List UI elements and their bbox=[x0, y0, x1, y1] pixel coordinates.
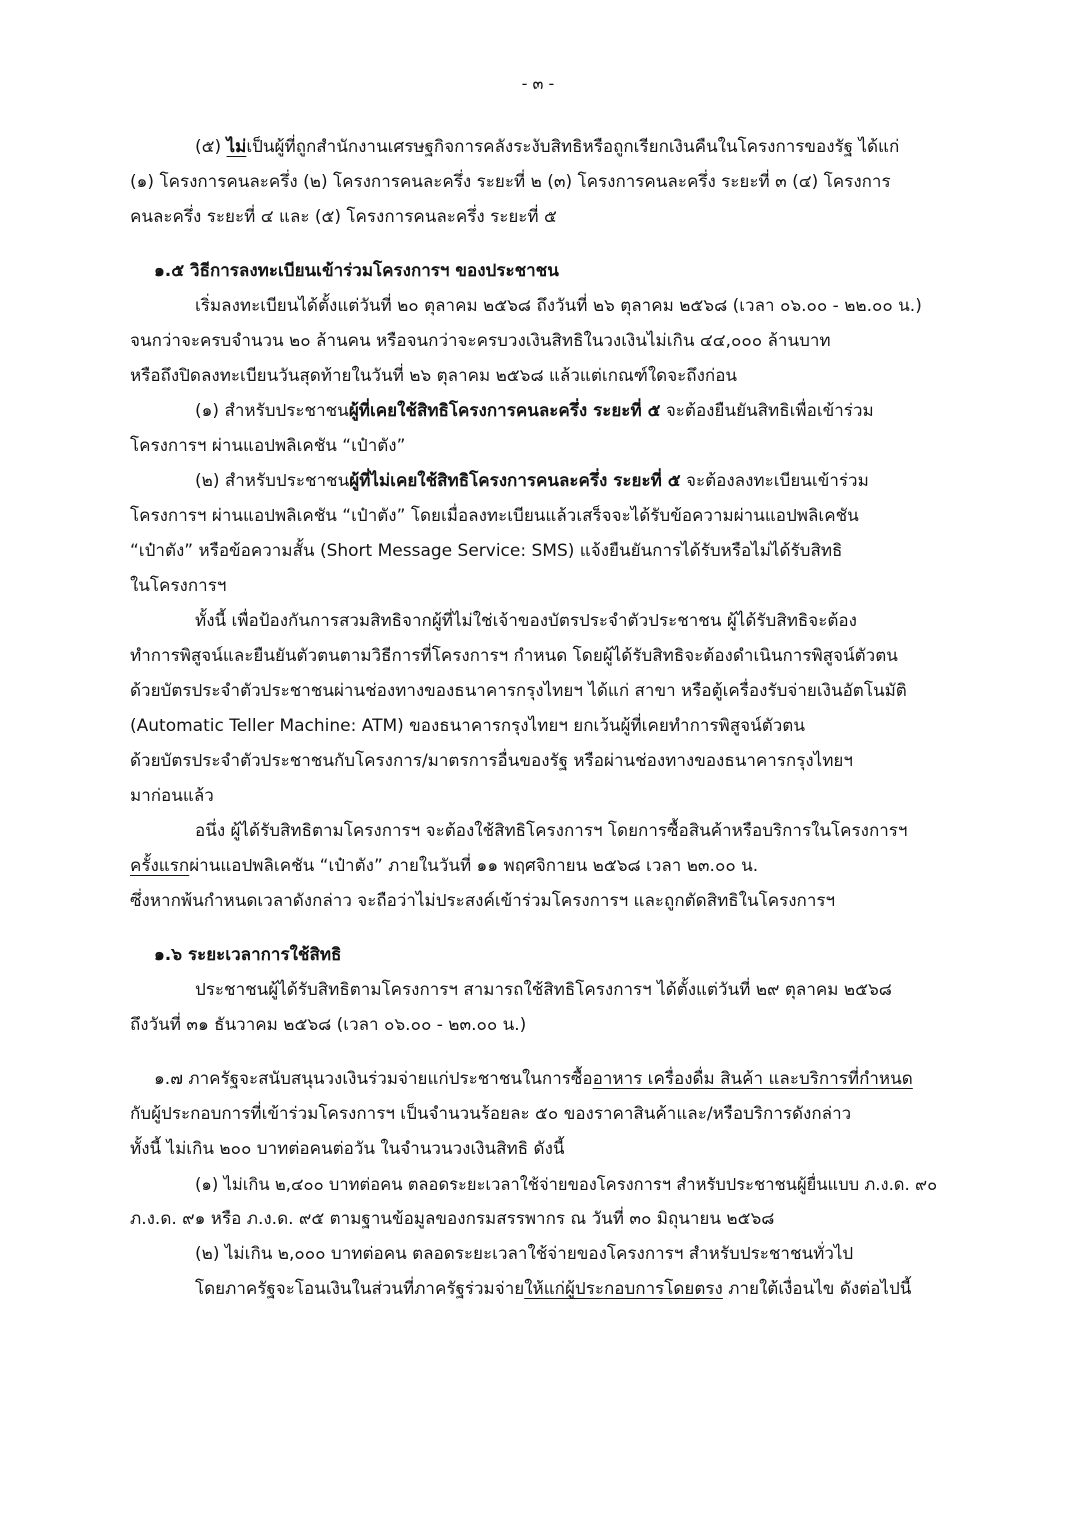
text-line: ด้วยบัตรประจำตัวประชาชนกับโครงการ/มาตรการอื่นของรัฐ หรือผ่านช่องทางของธนาคารกรุงไทยฯ bbox=[130, 751, 853, 771]
bold-text: ผู้ที่ไม่เคยใช้สิทธิโครงการคนละครึ่ง ระยะที่ ๕ bbox=[349, 471, 681, 491]
text-line: มาก่อนแล้ว bbox=[130, 786, 214, 806]
text-line: (๑) โครงการคนละครึ่ง (๒) โครงการคนละครึ่ง ระยะที่ ๒ (๓) โครงการคนละครึ่ง ระยะที่ ๓ (๔) โครงการ bbox=[130, 172, 891, 192]
registration-period-paragraph bbox=[130, 289, 946, 394]
text-fragment: ภายใต้เงื่อนไข ดังต่อไปนี้ bbox=[722, 1279, 912, 1299]
identity-verification-paragraph bbox=[130, 604, 946, 814]
text-fragment: (๒) สำหรับประชาชน bbox=[195, 471, 350, 491]
item-number: (๕) bbox=[195, 137, 227, 157]
page-number: - ๓ - bbox=[521, 74, 555, 93]
limit-item-1 bbox=[130, 1167, 946, 1237]
text-line: ถึงวันที่ ๓๑ ธันวาคม ๒๕๖๘ (เวลา ๐๖.๐๐ - ๒๓.๐๐ น.) bbox=[130, 1015, 527, 1035]
text-line bbox=[130, 1062, 946, 1097]
text-line bbox=[130, 1272, 946, 1307]
text-line: โครงการฯ ผ่านแอปพลิเคชัน “เป๋าตัง” bbox=[130, 436, 406, 456]
underlined-text: อาหาร เครื่องดื่ม สินค้า และบริการที่กำหนด bbox=[592, 1069, 913, 1089]
text-line: ซึ่งหากพ้นกำหนดเวลาดังกล่าว จะถือว่าไม่ประสงค์เข้าร่วมโครงการฯ และถูกตัดสิทธิในโครงการฯ bbox=[130, 891, 836, 911]
first-use-deadline-paragraph bbox=[130, 814, 946, 919]
text-fragment: ๑.๗ ภาครัฐจะสนับสนุนวงเงินร่วมจ่ายแก่ประชาชนในการซื้อ bbox=[154, 1069, 593, 1089]
text-line: “เป๋าตัง” หรือข้อความสั้น (Short Message Service: SMS) แจ้งยืนยันการได้รับหรือไม่ได้รับสิทธิ bbox=[130, 541, 843, 561]
text-line bbox=[130, 394, 946, 429]
usage-period-paragraph bbox=[130, 973, 946, 1043]
bold-text: ผู้ที่เคยใช้สิทธิโครงการคนละครึ่ง ระยะที่ ๕ bbox=[348, 401, 661, 421]
text-line: (๑) ไม่เกิน ๒,๔๐๐ บาทต่อคน ตลอดระยะเวลาใช้จ่ายของโครงการฯ สำหรับประชาชนผู้ยื่นแบบ ภ.ง.ด. ๙๐ bbox=[195, 1175, 938, 1194]
text-line bbox=[130, 464, 946, 499]
text-line: เริ่มลงทะเบียนได้ตั้งแต่วันที่ ๒๐ ตุลาคม ๒๕๖๘ ถึงวันที่ ๒๖ ตุลาคม ๒๕๖๘ (เวลา ๐๖.๐๐ - ๒๒.๐๐ น.) bbox=[195, 296, 922, 316]
emphasis-text: ไม่ bbox=[226, 137, 247, 157]
item-1-existing-users bbox=[130, 394, 946, 464]
underlined-text: ให้แก่ผู้ประกอบการโดยตรง bbox=[524, 1279, 723, 1299]
section-heading-1-6: ๑.๖ ระยะเวลาการใช้สิทธิ bbox=[154, 945, 342, 965]
text-line: ทั้งนี้ เพื่อป้องกันการสวมสิทธิจากผู้ที่ไม่ใช่เจ้าของบัตรประจำตัวประชาชน ผู้ได้รับสิทธิจะต้อง bbox=[195, 611, 857, 631]
text-line: ภ.ง.ด. ๙๑ หรือ ภ.ง.ด. ๙๕ ตามฐานข้อมูลของกรมสรรพากร ณ วันที่ ๓๐ มิถุนายน ๒๕๖๘ bbox=[130, 1209, 775, 1229]
text-line: ประชาชนผู้ได้รับสิทธิตามโครงการฯ สามารถใช้สิทธิโครงการฯ ได้ตั้งแต่วันที่ ๒๙ ตุลาคม ๒๕๖๘ bbox=[195, 980, 892, 1000]
text-fragment: โดยภาครัฐจะโอนเงินในส่วนที่ภาครัฐร่วมจ่าย bbox=[195, 1279, 525, 1299]
text-line: โครงการฯ ผ่านแอปพลิเคชัน “เป๋าตัง” โดยเมื่อลงทะเบียนแล้วเสร็จจะได้รับข้อความผ่านแอปพลิเคชัน bbox=[130, 506, 859, 526]
text-line bbox=[130, 130, 946, 165]
document-body bbox=[130, 130, 946, 1307]
section-heading-1-5: ๑.๕ วิธีการลงทะเบียนเข้าร่วมโครงการฯ ของประชาชน bbox=[154, 261, 559, 281]
text-line: จนกว่าจะครบจำนวน ๒๐ ล้านคน หรือจนกว่าจะครบวงเงินสิทธิในวงเงินไม่เกิน ๔๔,๐๐๐ ล้านบาท bbox=[130, 331, 831, 351]
section-1-7-paragraph bbox=[130, 1062, 946, 1167]
text-line bbox=[130, 849, 946, 884]
text-line: กับผู้ประกอบการที่เข้าร่วมโครงการฯ เป็นจำนวนร้อยละ ๕๐ ของราคาสินค้าและ/หรือบริการดังกล่าว bbox=[130, 1104, 852, 1124]
underlined-text: ครั้งแรก bbox=[130, 856, 190, 876]
text-line: หรือถึงปิดลงทะเบียนวันสุดท้ายในวันที่ ๒๖ ตุลาคม ๒๕๖๘ แล้วแต่เกณฑ์ใดจะถึงก่อน bbox=[130, 366, 738, 386]
text-fragment: (๑) สำหรับประชาชน bbox=[195, 401, 349, 421]
text-fragment: เป็นผู้ที่ถูกสำนักงานเศรษฐกิจการคลังระงับสิทธิหรือถูกเรียกเงินคืนในโครงการของรัฐ ได้แก่ bbox=[246, 137, 900, 157]
text-fragment: จะต้องยืนยันสิทธิเพื่อเข้าร่วม bbox=[660, 401, 874, 421]
item-2-new-users bbox=[130, 464, 946, 604]
text-line: ทั้งนี้ ไม่เกิน ๒๐๐ บาทต่อคนต่อวัน ในจำนวนวงเงินสิทธิ ดังนี้ bbox=[130, 1139, 565, 1159]
item-5-paragraph bbox=[130, 130, 946, 235]
text-line: (๒) ไม่เกิน ๒,๐๐๐ บาทต่อคน ตลอดระยะเวลาใช้จ่ายของโครงการฯ สำหรับประชาชนทั่วไป bbox=[195, 1244, 854, 1264]
text-line: (Automatic Teller Machine: ATM) ของธนาคารกรุงไทยฯ ยกเว้นผู้ที่เคยทำการพิสูจน์ตัวตน bbox=[130, 716, 805, 736]
limit-item-2 bbox=[130, 1237, 946, 1307]
text-line: ด้วยบัตรประจำตัวประชาชนผ่านช่องทางของธนาคารกรุงไทยฯ ได้แก่ สาขา หรือตู้เครื่องรับจ่ายเงินอัตโนมัติ bbox=[130, 681, 907, 701]
text-line: ในโครงการฯ bbox=[130, 576, 227, 596]
text-fragment: ผ่านแอปพลิเคชัน “เป๋าตัง” ภายในวันที่ ๑๑ พฤศจิกายน ๒๕๖๘ เวลา ๒๓.๐๐ น. bbox=[189, 856, 759, 876]
text-line: อนึ่ง ผู้ได้รับสิทธิตามโครงการฯ จะต้องใช้สิทธิโครงการฯ โดยการซื้อสินค้าหรือบริการในโครงการฯ bbox=[195, 821, 908, 841]
text-fragment: จะต้องลงทะเบียนเข้าร่วม bbox=[680, 471, 869, 491]
text-line: คนละครึ่ง ระยะที่ ๔ และ (๕) โครงการคนละครึ่ง ระยะที่ ๕ bbox=[130, 207, 557, 227]
text-line: ทำการพิสูจน์และยืนยันตัวตนตามวิธีการที่โครงการฯ กำหนด โดยผู้ได้รับสิทธิจะต้องดำเนินการพิสูจน์ตัวตน bbox=[130, 646, 898, 666]
